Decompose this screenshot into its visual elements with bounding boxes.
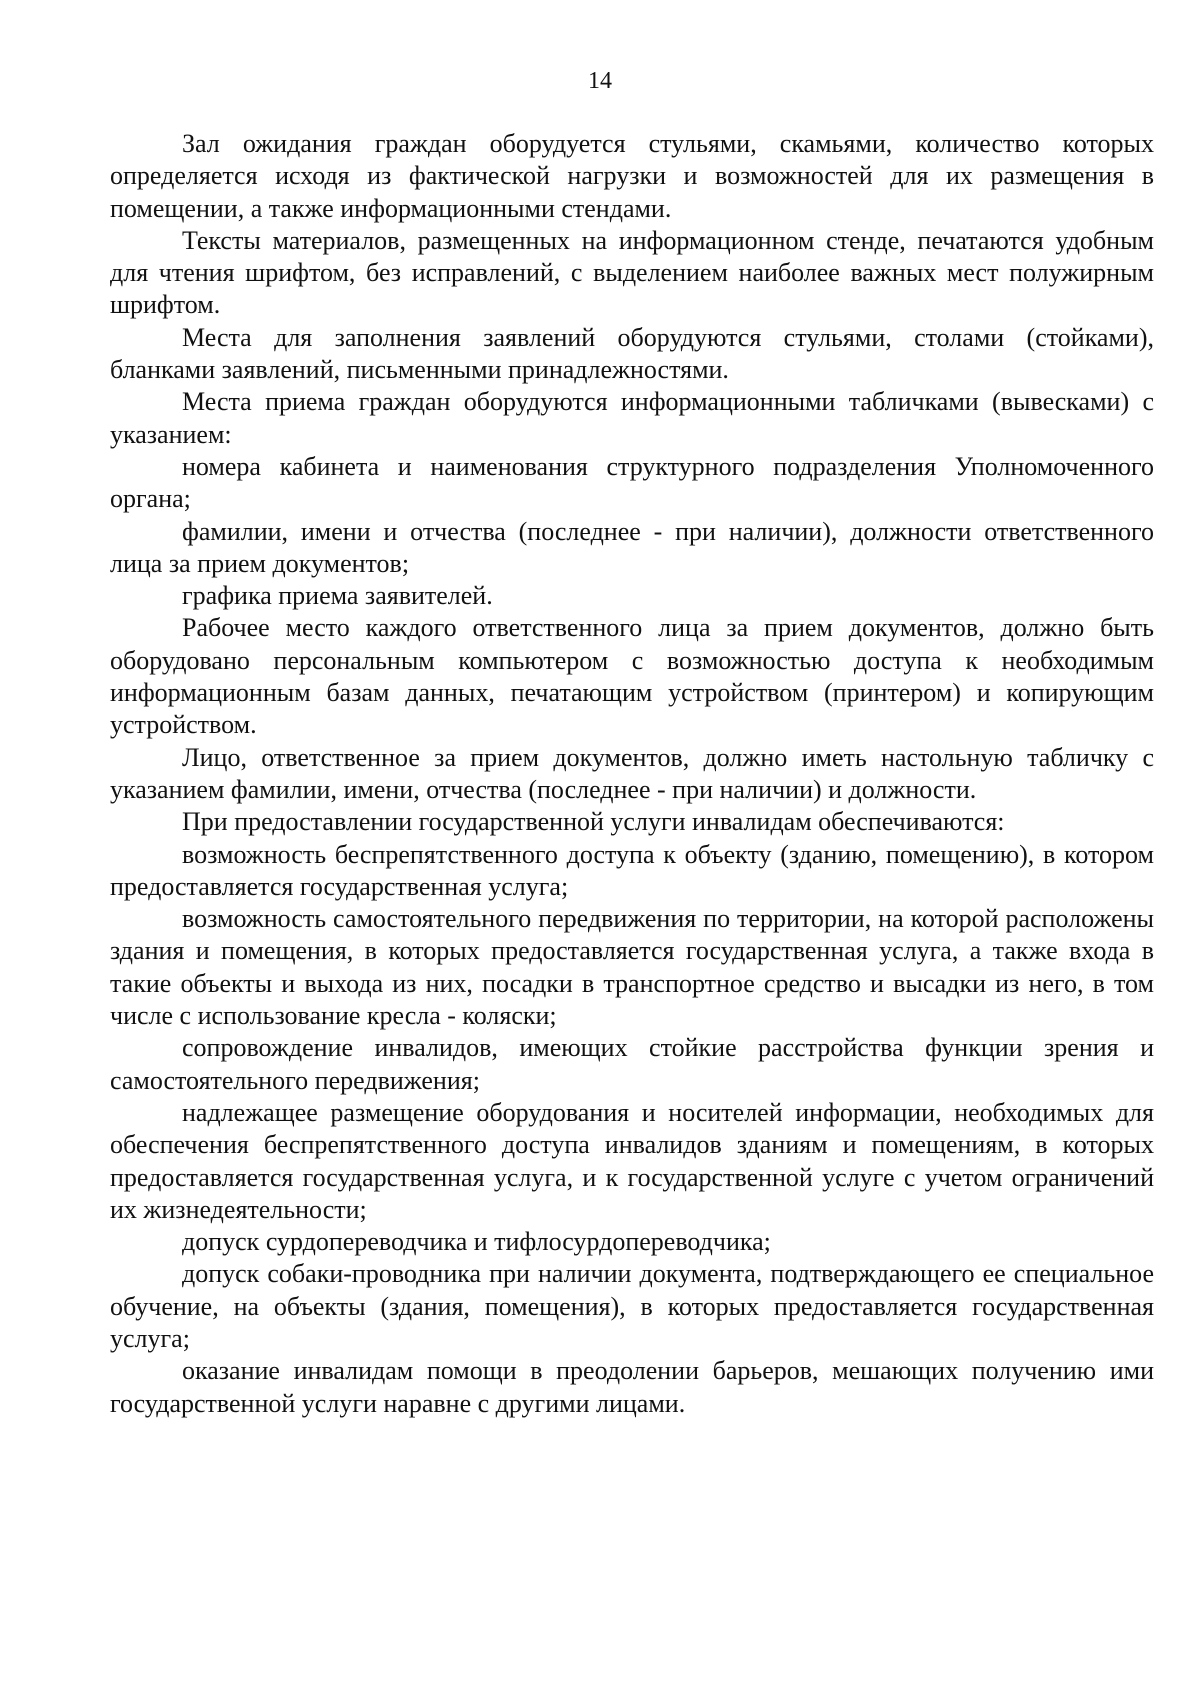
list-item-barrier-assistance: оказание инвалидам помощи в преодолении барьеров, мешающих получению ими государственной услуги наравне с другими лицами. <box>110 1356 1154 1418</box>
list-item-independent-movement: возможность самостоятельного передвижения по территории, на которой расположены здания и помещения, в которых предоставляется государственная услуга, а также входа в такие объекты и выхода из них, посадки в транспортное средство и высадки из него, в том числе с использование кресла - коляски; <box>110 904 1154 1031</box>
paragraph-waiting-hall: Зал ожидания граждан оборудуется стульями, скамьями, количество которых определяется исходя из фактической нагрузки и возможностей для их размещения в помещении, а также информационными стендами. <box>110 129 1154 223</box>
paragraph-application-places: Места для заполнения заявлений оборудуются стульями, столами (стойками), бланками заявлений, письменными принадлежностями. <box>110 322 1154 385</box>
paragraph-reception-places: Места приема граждан оборудуются информационными табличками (вывесками) с указанием: <box>110 387 1154 449</box>
list-item-reception-schedule: графика приема заявителей. <box>182 581 493 611</box>
list-item-unobstructed-access: возможность беспрепятственного доступа к объекту (зданию, помещению), в котором предоставляется государственная услуга; <box>110 839 1154 901</box>
list-item-sign-interpreter: допуск сурдопереводчика и тифлосурдопереводчика; <box>182 1227 771 1257</box>
list-item-escort: сопровождение инвалидов, имеющих стойкие расстройства функции зрения и самостоятельного передвижения; <box>110 1033 1154 1095</box>
paragraph-stand-texts: Тексты материалов, размещенных на информационном стенде, печатаются удобным для чтения шрифтом, без исправлений, с выделением наиболее важных мест полужирным шрифтом. <box>110 225 1154 320</box>
list-item-guide-dog: допуск собаки-проводника при наличии документа, подтверждающего ее специальное обучение, на объекты (здания, помещения), в которых предоставляется государственная услуга; <box>110 1259 1154 1353</box>
paragraph-nameplate: Лицо, ответственное за прием документов, должно иметь настольную табличку с указанием фамилии, имени, отчества (последнее - при наличии) и должности. <box>110 742 1154 804</box>
document-body <box>110 128 1154 1420</box>
list-item-office-number: номера кабинета и наименования структурного подразделения Уполномоченного органа; <box>110 451 1154 514</box>
paragraph-disabled-access-intro: При предоставлении государственной услуги инвалидам обеспечиваются: <box>182 807 1005 837</box>
page-number: 14 <box>588 68 612 94</box>
paragraph-workplace: Рабочее место каждого ответственного лица за прием документов, должно быть оборудовано персональным компьютером с возможностью доступа к необходимым информационным базам данных, печатающим устройством (принтером) и копирующим устройством. <box>110 613 1154 740</box>
list-item-responsible-person: фамилии, имени и отчества (последнее - при наличии), должности ответственного лица за прием документов; <box>110 516 1154 578</box>
list-item-equipment-placement: надлежащее размещение оборудования и носителей информации, необходимых для обеспечения беспрепятственного доступа инвалидов зданиям и помещениям, в которых предоставляется государственная услуга, и к государственной услуге с учетом ограничений их жизнедеятельности; <box>110 1097 1154 1224</box>
